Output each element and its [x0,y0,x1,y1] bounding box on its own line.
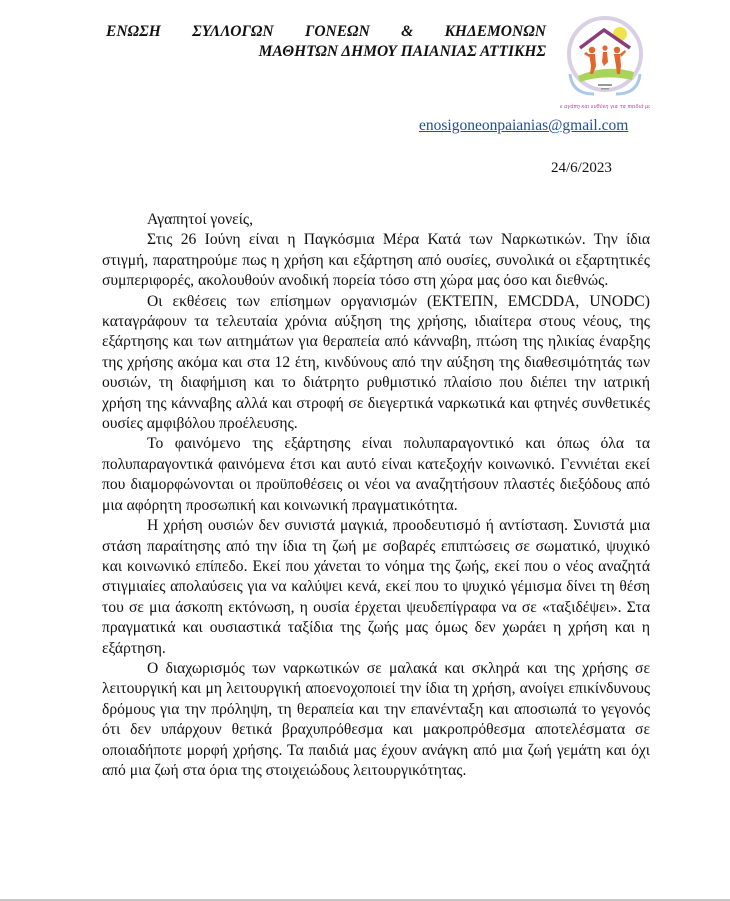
title-word: ΣΥΛΛΟΓΩΝ [192,23,274,40]
letter-body [102,210,650,781]
letter-paragraph: Το φαινόμενο της εξάρτησης είναι πολυπαραγοντικό και όπως όλα τα πολυπαραγοντικά φαινόμενα έτσι και αυτό είναι κατεξοχήν κοινωνικό. Γεννιέται εκεί που διαμορφώνονται οι προϋποθέσεις οι νέοι να αναζητήσουν πλαστές διεξόδους από μια αφόρητη προσωπική και κοινωνική πραγματικότητα. [102,435,650,514]
title-word: ΓΟΝΕΩΝ [304,23,370,40]
letter-paragraph: Η χρήση ουσιών δεν συνιστά μαγκιά, προοδευτισμό ή αντίσταση. Συνιστά μια στάση παραίτησης από την ίδια τη ζωή με σοβαρές επιπτώσεις σε σωματικό, ψυχικό και κοινωνικό επίπεδο. Εκεί που χάνεται το νόημα της ζωής, εκεί που ο νέος αναζητά στιγμιαίες απολαύσεις για να καλύψει κενά, εκεί που το ψυχικό γέμισμα δίνει τη θέση του σε μια άσκοπη εκτόνωση, η ουσία έρχεται ψευδεπίγραφα να σε «ταξιδέψει». Στα πραγματικά και ουσιαστικά ταξίδια της ζωής μας όμως δεν χωράει η χρήση και η εξάρτηση. [102,517,650,657]
title-word: ΕΝΩΣΗ [106,23,161,40]
email-link[interactable]: enosigoneonpaianias@gmail.com [419,117,629,134]
letter-paragraph: Στις 26 Ιούνη είναι η Παγκόσμια Μέρα Κατά των Ναρκωτικών. Την ίδια στιγμή, παρατηρούμε πως η χρήση και εξάρτηση από ουσίες, συνολικά οι εξαρτητικές συμπεριφορές, ακολουθούν ανοδική πορεία τόσο στη χώρα μας όσο και διεθνώς. [102,231,650,290]
title-word: & [401,23,414,40]
organization-title-line-2: ΜΑΘΗΤΩΝ ΔΗΜΟΥ ΠΑΙΑΝΙΑΣ ΑΤΤΙΚΗΣ [258,43,546,60]
association-logo-house-family-icon [560,8,650,116]
logo-caption: Με αγάπη και ευθύνη για τα παιδιά μας [560,104,650,110]
letter-date: 24/6/2023 [551,160,612,176]
organization-title-line-1 [106,22,546,42]
letter-paragraph: Οι εκθέσεις των επίσημων οργανισμών (ΕΚΤΕΠΝ, EMCDDA, UNODC) καταγράφουν τα τελευταία χρόνια αύξηση της χρήσης, ιδιαίτερα στους νέους, της εξάρτησης και των αιτημάτων για θεραπεία από κάνναβη, πτώση της ηλικίας έναρξης της χρήσης ακόμα και στα 12 έτη, κινδύνους από την αύξηση της διαθεσιμότητάς των ουσιών, τη διαφήμιση και το διάτρητο ρυθμιστικό πλαίσιο που διέπει την ιατρική χρήση της κάνναβης αλλά και στροφή σε διεγερτικά ναρκωτικά και φτηνές συνθετικές ουσίες αμφιβόλου προέλευσης. [102,292,650,433]
organization-title [106,22,546,62]
letter-greeting: Αγαπητοί γονείς, [147,211,253,228]
letter-paragraph: Ο διαχωρισμός των ναρκωτικών σε μαλακά και σκληρά και της χρήσης σε λειτουργική και μη λειτουργική αποενοχοποιεί την ίδια τη χρήση, ανοίγει επικίνδυνους δρόμους για την πρόληψη, τη θεραπεία και την επανένταξη και αποσιωπά το γεγονός ότι δεν υπάρχουν θετικά βραχυπρόθεσμα και μακροπρόθεσμα αποτελέσματα σε οποιαδήποτε μορφή χρήσης. Τα παιδιά μας έχουν ανάγκη από μια ζωή γεμάτη και όχι από μια ζωή στα όρια της στοιχειώδους λειτουργικότητας. [102,659,650,779]
title-word: ΚΗΔΕΜΟΝΩΝ [444,23,546,40]
